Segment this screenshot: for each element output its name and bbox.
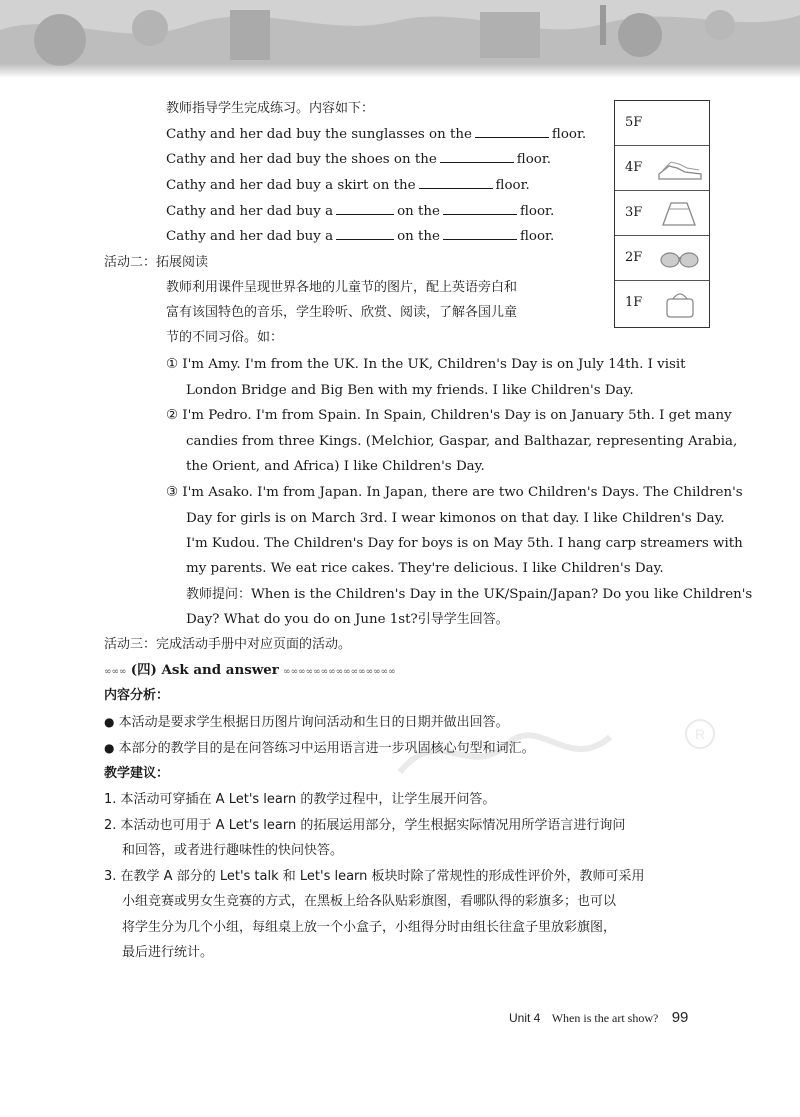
unit-label: Unit 4	[509, 1011, 541, 1025]
activity-2-desc: 富有该国特色的音乐，学生聆听、欣赏、阅读，了解各国儿童	[166, 305, 518, 320]
sentence-text: on the	[397, 204, 440, 219]
question-text: Day? What do you do on June 1st?	[186, 612, 418, 627]
floor-row-4f	[615, 146, 709, 191]
decorative-dots: ∞∞∞∞∞∞∞∞∞∞∞∞∞∞∞	[283, 667, 396, 677]
answer-blank	[419, 176, 493, 189]
item-number: ③	[166, 485, 179, 500]
answer-blank	[475, 125, 549, 138]
suggest-item-2-cont: 和回答，或者进行趣味性的快问快答。	[122, 843, 344, 858]
floor-label: 1F	[625, 295, 643, 310]
answer-blank	[336, 227, 394, 240]
floor-row-5f	[615, 101, 709, 146]
analysis-heading: 内容分析：	[104, 688, 170, 703]
reading-text: I'm Amy. I'm from the UK. In the UK, Children's Day is on July 14th. I visit	[182, 357, 686, 372]
sentence-text: Cathy and her dad buy a skirt on the	[166, 178, 416, 193]
floor-label: 3F	[625, 205, 643, 220]
suggest-item-2	[104, 815, 625, 837]
teacher-question-cont	[186, 609, 509, 631]
item-text: 本活动也可用于 A Let's learn 的拓展运用部分，学生根据实际情况用所学语言进行询问	[120, 818, 626, 833]
suggest-item-1	[104, 789, 495, 811]
skirt-icon	[655, 197, 705, 231]
suggest-item-3-cont: 最后进行统计。	[122, 945, 214, 960]
sentence-text: Cathy and her dad buy a	[166, 204, 334, 219]
reading-text: I'm Pedro. I'm from Spain. In Spain, Children's Day is on January 5th. I get many	[182, 408, 732, 423]
item-number: 3.	[104, 869, 117, 884]
sentence-text: Cathy and her dad buy a	[166, 229, 334, 244]
answer-blank	[440, 150, 514, 163]
floor-label: 4F	[625, 160, 643, 175]
decorative-dots: ∞∞∞	[104, 667, 127, 677]
activity-2-heading: 活动二：拓展阅读	[104, 255, 209, 270]
item-number: ①	[166, 357, 179, 372]
floor-row-3f	[615, 191, 709, 236]
question-text: When is the Children's Day in the UK/Spain/Japan? Do you like Children's	[251, 587, 753, 602]
section-title: (四) Ask and answer	[130, 662, 279, 678]
page-footer	[509, 1009, 688, 1026]
exercise-sentence-4	[166, 201, 554, 223]
bullet-text: 本活动是要求学生根据日历图片询问活动和生日的日期并做出回答。	[118, 715, 509, 730]
sentence-text: floor.	[495, 178, 530, 193]
activity-2-desc: 节的不同习俗。如：	[166, 330, 284, 345]
floor-label: 5F	[625, 115, 643, 130]
item-number: ②	[166, 408, 179, 423]
suggest-item-3-cont: 将学生分为几个小组，每组桌上放一个小盒子，小组得分时由组长往盒子里放彩旗图，	[122, 920, 617, 935]
item-number: 1.	[104, 792, 117, 807]
sentence-text: floor.	[516, 152, 552, 167]
bullet-icon: ●	[104, 741, 115, 755]
reading-2-cont: candies from three Kings. (Melchior, Gaspar, and Balthazar, representing Arabia,	[186, 434, 738, 449]
reading-3	[166, 482, 743, 504]
exercise-sentence-3	[166, 175, 530, 197]
page-number: 99	[671, 1009, 689, 1026]
activity-3: 活动三：完成活动手册中对应页面的活动。	[104, 637, 352, 652]
reading-2-cont: the Orient, and Africa) I like Children's Day.	[186, 459, 485, 474]
bullet-text: 本部分的教学目的是在问答练习中运用语言进一步巩固核心句型和词汇。	[118, 741, 535, 756]
item-text: 本活动可穿插在 A Let's learn 的教学过程中，让学生展开问答。	[120, 792, 496, 807]
sentence-text: floor.	[519, 229, 555, 244]
floor-row-2f	[615, 236, 709, 281]
reading-2	[166, 405, 732, 427]
exercise-sentence-2	[166, 149, 551, 171]
sentence-text: floor.	[519, 204, 555, 219]
answer-blank	[443, 227, 517, 240]
reading-3-cont: my parents. We eat rice cakes. They're delicious. I like Children's Day.	[186, 561, 664, 576]
floor-row-1f	[615, 281, 709, 326]
question-prefix: 教师提问：	[186, 587, 252, 602]
reading-3-cont: Day for girls is on March 3rd. I wear kimonos on that day. I like Children's Day.	[186, 511, 725, 526]
sentence-text: Cathy and her dad buy the shoes on the	[166, 152, 437, 167]
bag-icon	[655, 287, 705, 321]
intro-text: 教师指导学生完成练习。内容如下：	[166, 101, 375, 116]
sentence-text: on the	[397, 229, 440, 244]
suggest-item-3	[104, 866, 645, 888]
svg-text:R: R	[694, 726, 706, 742]
sentence-text: Cathy and her dad buy the sunglasses on the	[166, 127, 472, 142]
exercise-sentence-5	[166, 226, 554, 248]
activity-2-desc: 教师利用课件呈现世界各地的儿童节的图片，配上英语旁白和	[166, 280, 518, 295]
shoes-icon	[655, 152, 705, 186]
banner-illustration	[0, 0, 800, 78]
exercise-sentence-1	[166, 124, 586, 146]
reading-3-cont: I'm Kudou. The Children's Day for boys is on May 5th. I hang carp streamers with	[186, 536, 743, 551]
answer-blank	[336, 202, 394, 215]
section-4-heading	[104, 659, 396, 683]
sunglasses-icon	[655, 242, 705, 276]
floor-label: 2F	[625, 250, 643, 265]
sentence-text: floor.	[551, 127, 587, 142]
watermark-logo	[380, 712, 720, 792]
suggest-item-3-cont: 小组竞赛或男女生竞赛的方式，在黑板上给各队贴彩旗图，看哪队得的彩旗多；也可以	[122, 894, 617, 909]
item-text: 在教学 A 部分的 Let's talk 和 Let's learn 板块时除了常规性的形成性评价外，教师可采用	[120, 869, 645, 884]
teacher-question	[186, 584, 752, 606]
item-number: 2.	[104, 818, 117, 833]
reading-1-cont: London Bridge and Big Ben with my friends. I like Children's Day.	[186, 383, 634, 398]
question-suffix: 引导学生回答。	[417, 612, 509, 627]
suggest-heading: 教学建议：	[104, 766, 170, 781]
reading-text: I'm Asako. I'm from Japan. In Japan, there are two Children's Days. The Children's	[182, 485, 743, 500]
unit-title: When is the art show?	[551, 1011, 659, 1025]
header-banner	[0, 0, 800, 78]
floor-directory	[614, 100, 710, 328]
reading-1	[166, 354, 686, 376]
answer-blank	[443, 202, 517, 215]
bullet-icon: ●	[104, 715, 115, 729]
